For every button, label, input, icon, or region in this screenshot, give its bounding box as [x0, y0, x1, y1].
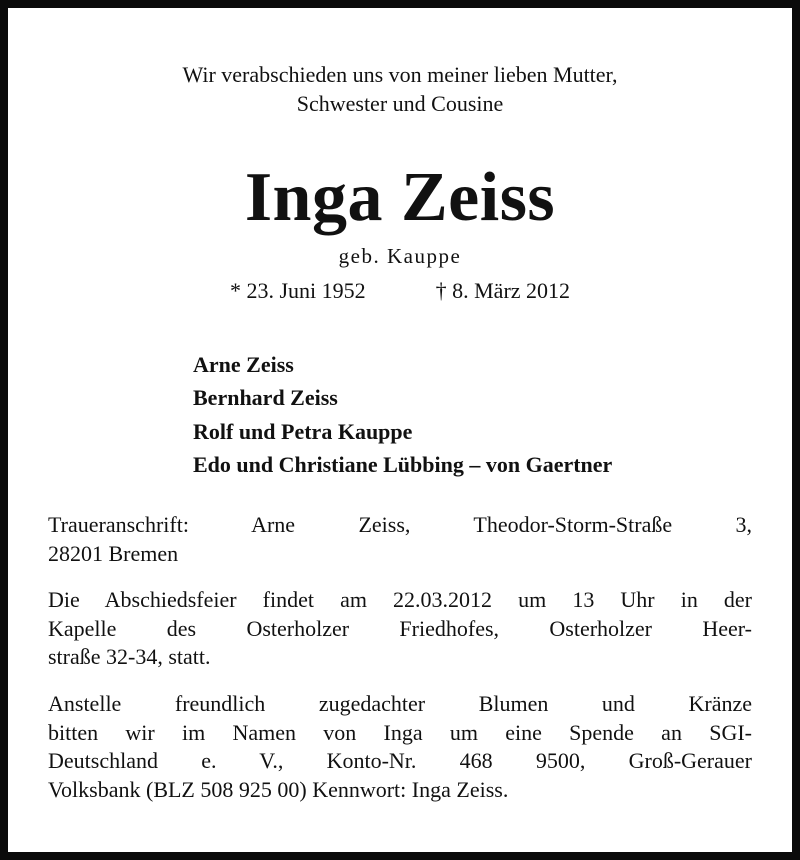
- intro-line: Wir verabschieden uns von meiner lieben Mutter,: [182, 62, 618, 87]
- text-line: Kapelle des Osterholzer Friedhofes, Osterholzer Heer-: [48, 615, 752, 641]
- maiden-name: geb. Kauppe: [338, 244, 462, 268]
- family-member: Edo und Christiane Lübbing – von Gaertner: [193, 451, 613, 477]
- mourning-address: [48, 511, 752, 568]
- text-line: Traueranschrift: Arne Zeiss, Theodor-Storm-Straße 3,: [48, 512, 752, 537]
- text-line: Die Abschiedsfeier findet am 22.03.2012 um 13 Uhr in der: [48, 587, 752, 612]
- text-line: straße 32-34, statt.: [48, 644, 211, 669]
- text-line: bitten wir im Namen von Inga um eine Spende an SGI-: [48, 719, 752, 745]
- life-dates: [8, 278, 792, 304]
- family-member: Rolf und Petra Kauppe: [193, 418, 413, 444]
- deceased-name: Inga Zeiss: [244, 159, 556, 236]
- family-member: Bernhard Zeiss: [193, 385, 338, 411]
- text-line: Volksbank (BLZ 508 925 00) Kennwort: Inga Zeiss.: [48, 776, 509, 802]
- death-date: † 8. März 2012: [435, 278, 571, 303]
- donation-request: [48, 690, 752, 804]
- intro-line: Schwester und Cousine: [296, 91, 504, 116]
- text-line: Deutschland e. V., Konto-Nr. 468 9500, Groß-Gerauer: [48, 748, 752, 773]
- birth-date: * 23. Juni 1952: [229, 278, 366, 303]
- intro-text: [8, 60, 792, 118]
- text-line: Anstelle freundlich zugedachter Blumen und Kränze: [48, 691, 752, 716]
- family-member: Arne Zeiss: [193, 352, 294, 377]
- farewell-ceremony: [48, 586, 752, 672]
- family-list: [193, 348, 612, 481]
- text-line: 28201 Bremen: [48, 540, 179, 566]
